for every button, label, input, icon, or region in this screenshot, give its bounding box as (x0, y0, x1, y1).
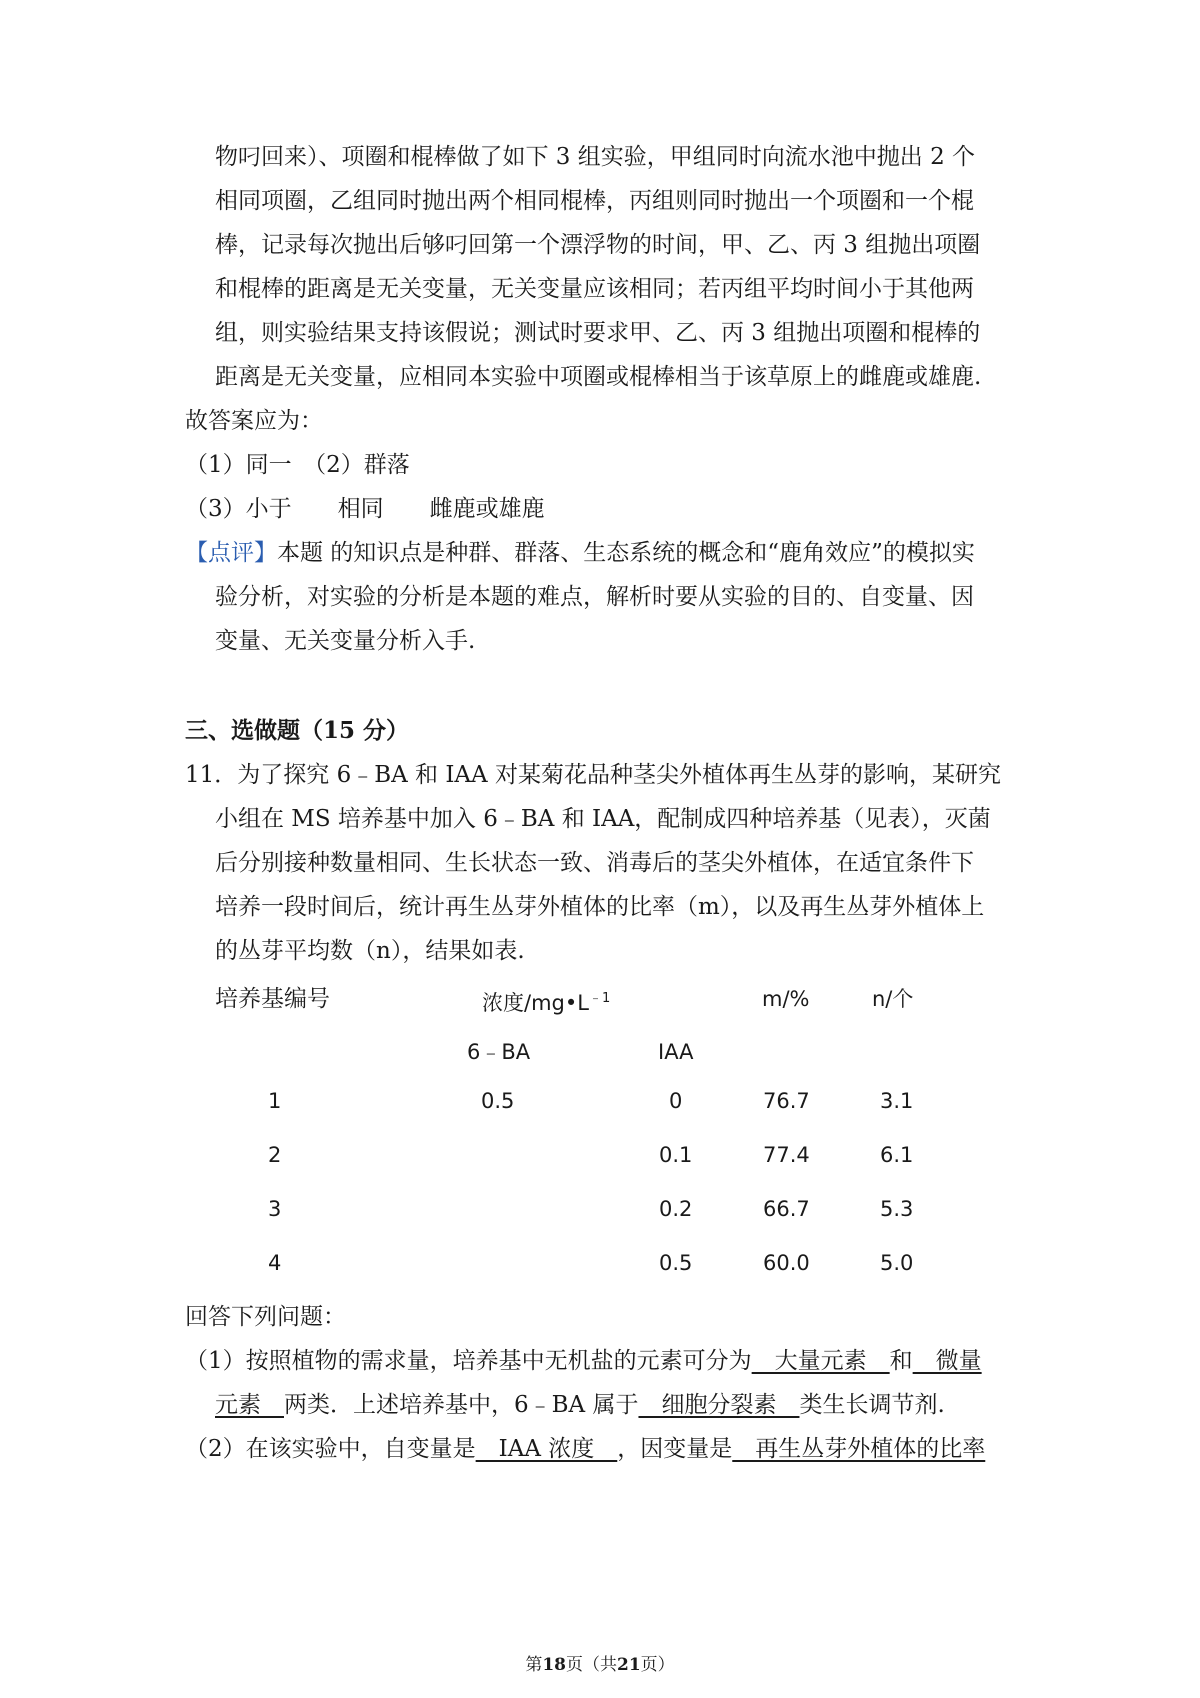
table-header-medium: 培养基编号 (215, 986, 330, 1012)
q1-answer-blank-1: 大量元素 (751, 1348, 890, 1374)
table-cell-n: 5.0 (880, 1251, 914, 1275)
table-cell-no: 4 (268, 1251, 282, 1275)
table-cell-m: 66.7 (763, 1197, 810, 1221)
table-subheader-ba: 6﹣BA (467, 1040, 531, 1064)
table-cell-n: 5.3 (880, 1197, 914, 1221)
question-1-line-1 (185, 1346, 982, 1376)
footer-post: 页） (640, 1655, 675, 1675)
table-cell-ba: 0.5 (481, 1089, 515, 1113)
question-1-line-2 (215, 1390, 945, 1420)
comment-line-3: 变量、无关变量分析入手. (215, 628, 476, 654)
answer-3: （3）小于 相同 雌鹿或雄鹿 (185, 496, 545, 522)
table-cell-m: 77.4 (763, 1143, 810, 1167)
answer-line-5: 组，则实验结果支持该假说；测试时要求甲、乙、丙 3 组抛出项圈和棍棒的 (215, 320, 981, 346)
table-cell-iaa: 0.1 (659, 1143, 693, 1167)
comment-line-2: 验分析，对实验的分析是本题的难点，解析时要从实验的目的、自变量、因 (215, 584, 974, 610)
q1-text-b: 和 (889, 1348, 913, 1374)
question-line-3: 后分别接种数量相同、生长状态一致、消毒后的茎尖外植体，在适宜条件下 (215, 850, 974, 876)
table-cell-iaa: 0.5 (659, 1251, 693, 1275)
answer-line-6: 距离是无关变量，应相同本实验中项圈或棍棒相当于该草原上的雌鹿或雄鹿. (215, 364, 982, 390)
table-cell-n: 3.1 (880, 1089, 914, 1113)
page-footer (0, 1650, 1200, 1675)
table-cell-no: 1 (268, 1089, 282, 1113)
section-title: 三、选做题（15 分） (185, 717, 410, 744)
table-header-conc-label: 浓度/mg•L (482, 991, 589, 1015)
question-line-4: 培养一段时间后，统计再生丛芽外植体的比率（m），以及再生丛芽外植体上 (215, 894, 985, 920)
table-cell-iaa: 0 (669, 1089, 683, 1113)
answer-line-1: 物叼回来）、项圈和棍棒做了如下 3 组实验，甲组同时向流水池中抛出 2 个 (215, 144, 976, 170)
table-subheader-iaa: IAA (658, 1040, 694, 1064)
comment-tag: 【点评】 (185, 540, 277, 566)
answer-1-2: （1）同一 （2）群落 (185, 452, 410, 478)
footer-page-number: 18 (542, 1655, 566, 1675)
table-header-m: m/% (762, 987, 810, 1011)
table-cell-no: 2 (268, 1143, 282, 1167)
q1-text-a: （1）按照植物的需求量，培养基中无机盐的元素可分为 (185, 1348, 752, 1374)
table-header-conc-sup: ﹣1 (588, 991, 611, 1006)
table-cell-n: 6.1 (880, 1143, 914, 1167)
q1-answer-blank-2: 微量 (912, 1348, 982, 1374)
q1-text-c: 两类．上述培养基中，6﹣BA 属于 (284, 1392, 639, 1418)
footer-pre: 第 (525, 1655, 543, 1675)
answer-line-2: 相同项圈，乙组同时抛出两个相同棍棒，丙组则同时抛出一个项圈和一个棍 (215, 188, 974, 214)
question-line-2: 小组在 MS 培养基中加入 6﹣BA 和 IAA，配制成四种培养基（见表），灭菌 (215, 806, 991, 832)
question-line-5: 的丛芽平均数（n），结果如表. (215, 938, 525, 964)
footer-total-pages: 21 (617, 1655, 641, 1675)
q1-text-d: 类生长调节剂. (799, 1392, 945, 1418)
questions-intro: 回答下列问题： (185, 1304, 346, 1330)
q2-answer-blank-1: IAA 浓度 (475, 1436, 618, 1462)
table-cell-m: 60.0 (763, 1251, 810, 1275)
q2-text-a: （2）在该实验中，自变量是 (185, 1436, 476, 1462)
comment-text-1: 本题 的知识点是种群、群落、生态系统的概念和“鹿角效应”的模拟实 (277, 540, 975, 566)
comment-line-1 (185, 538, 975, 568)
table-cell-no: 3 (268, 1197, 282, 1221)
conclusion-label: 故答案应为： (185, 408, 323, 434)
question-line-1: 11．为了探究 6﹣BA 和 IAA 对某菊花品种茎尖外植体再生丛芽的影响，某研究 (185, 762, 1001, 788)
question-2-line-1 (185, 1434, 985, 1464)
q1-answer-blank-3: 细胞分裂素 (638, 1392, 800, 1418)
q2-text-b: ，因变量是 (617, 1436, 733, 1462)
table-header-n: n/个 (872, 987, 914, 1011)
table-cell-m: 76.7 (763, 1089, 810, 1113)
answer-line-3: 棒，记录每次抛出后够叼回第一个漂浮物的时间，甲、乙、丙 3 组抛出项圈 (215, 232, 981, 258)
footer-mid: 页（共 (566, 1655, 617, 1675)
q1-answer-blank-2b: 元素 (215, 1392, 284, 1418)
q2-answer-blank-2: 再生丛芽外植体的比率 (732, 1436, 986, 1462)
answer-line-4: 和棍棒的距离是无关变量，无关变量应该相同；若丙组平均时间小于其他两 (215, 276, 974, 302)
table-header-concentration (482, 985, 610, 1017)
table-cell-iaa: 0.2 (659, 1197, 693, 1221)
